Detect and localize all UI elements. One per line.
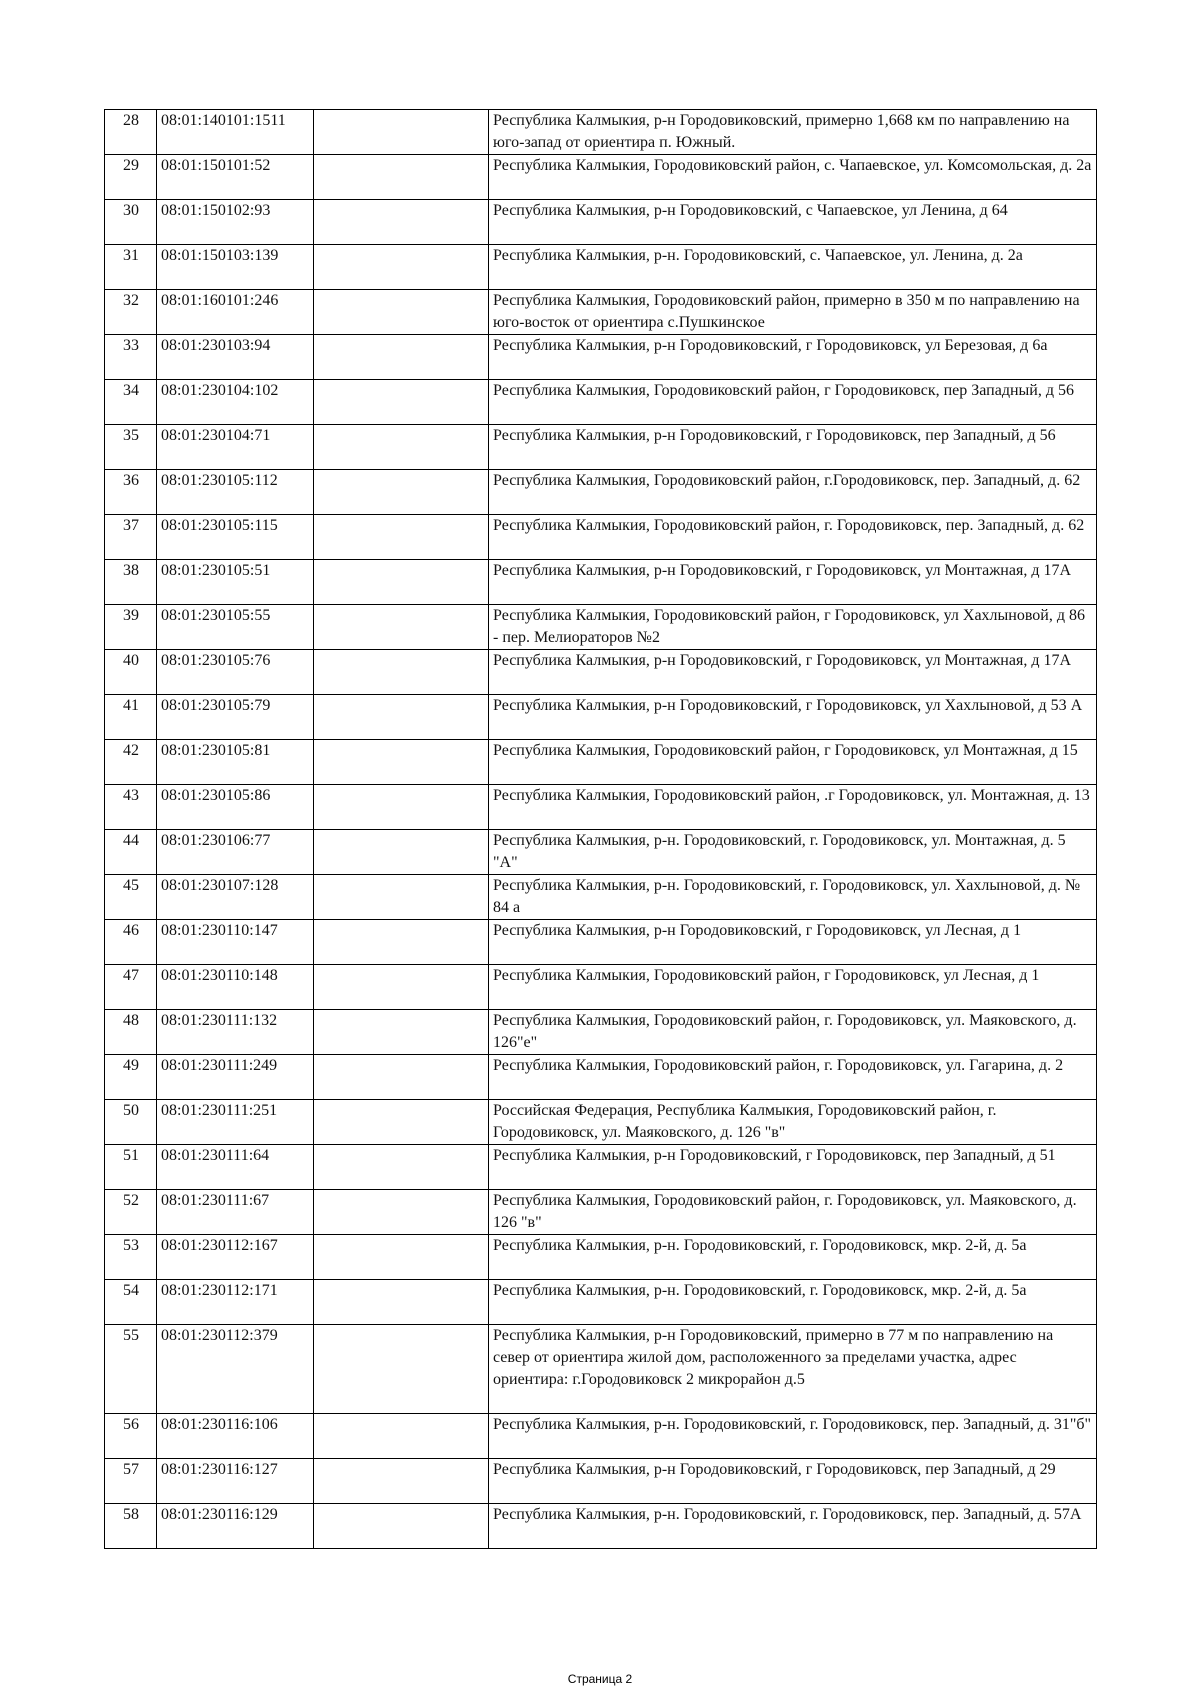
table-row xyxy=(105,650,1097,695)
row-number-cell: 50 xyxy=(105,1100,157,1145)
table-row xyxy=(105,425,1097,470)
empty-cell xyxy=(314,425,489,470)
address-cell: Республика Калмыкия, р-н Городовиковский, г Городовиковск, ул Березовая, д 6а xyxy=(489,335,1097,380)
row-number-cell: 36 xyxy=(105,470,157,515)
empty-cell xyxy=(314,1235,489,1280)
address-cell: Республика Калмыкия, Городовиковский район, г Городовиковск, ул Лесная, д 1 xyxy=(489,965,1097,1010)
row-number-cell: 34 xyxy=(105,380,157,425)
address-cell: Республика Калмыкия, р-н. Городовиковский, г. Городовиковск, пер. Западный, д. 31"б" xyxy=(489,1414,1097,1459)
row-number-cell: 40 xyxy=(105,650,157,695)
table-row xyxy=(105,1010,1097,1055)
table-row xyxy=(105,380,1097,425)
empty-cell xyxy=(314,1504,489,1549)
empty-cell xyxy=(314,1414,489,1459)
empty-cell xyxy=(314,1280,489,1325)
address-cell: Республика Калмыкия, р-н. Городовиковский, г. Городовиковск, пер. Западный, д. 57А xyxy=(489,1504,1097,1549)
address-cell: Республика Калмыкия, Городовиковский район, г Городовиковск, ул Монтажная, д 15 xyxy=(489,740,1097,785)
empty-cell xyxy=(314,920,489,965)
table-row xyxy=(105,1145,1097,1190)
table-row xyxy=(105,920,1097,965)
address-cell: Республика Калмыкия, р-н. Городовиковский, г. Городовиковск, мкр. 2-й, д. 5а xyxy=(489,1280,1097,1325)
cadastral-number-cell: 08:01:230105:112 xyxy=(157,470,314,515)
empty-cell xyxy=(314,290,489,335)
table-row xyxy=(105,470,1097,515)
cadastral-number-cell: 08:01:150102:93 xyxy=(157,200,314,245)
empty-cell xyxy=(314,245,489,290)
address-cell: Республика Калмыкия, р-н Городовиковский, примерно в 77 м по направлению на север от ориентира жилой дом, расположенного за пределами участка, адрес ориентира: г.Городовиковск 2 микрорайон д.5 xyxy=(489,1325,1097,1414)
row-number-cell: 29 xyxy=(105,155,157,200)
empty-cell xyxy=(314,1100,489,1145)
table-row xyxy=(105,785,1097,830)
table-body xyxy=(105,110,1097,1549)
row-number-cell: 42 xyxy=(105,740,157,785)
cadastral-number-cell: 08:01:230112:167 xyxy=(157,1235,314,1280)
table-row xyxy=(105,245,1097,290)
cadastral-number-cell: 08:01:230105:51 xyxy=(157,560,314,605)
address-cell: Республика Калмыкия, р-н Городовиковский, с Чапаевское, ул Ленина, д 64 xyxy=(489,200,1097,245)
empty-cell xyxy=(314,740,489,785)
row-number-cell: 30 xyxy=(105,200,157,245)
table-row xyxy=(105,695,1097,740)
row-number-cell: 31 xyxy=(105,245,157,290)
row-number-cell: 58 xyxy=(105,1504,157,1549)
empty-cell xyxy=(314,1459,489,1504)
address-cell: Республика Калмыкия, р-н Городовиковский, примерно 1,668 км по направлению на юго-запад от ориентира п. Южный. xyxy=(489,110,1097,155)
cadastral-number-cell: 08:01:230105:79 xyxy=(157,695,314,740)
cadastral-number-cell: 08:01:140101:1511 xyxy=(157,110,314,155)
address-cell: Республика Калмыкия, р-н. Городовиковский, с. Чапаевское, ул. Ленина, д. 2а xyxy=(489,245,1097,290)
cadastral-number-cell: 08:01:230104:71 xyxy=(157,425,314,470)
empty-cell xyxy=(314,1190,489,1235)
address-cell: Российская Федерация, Республика Калмыкия, Городовиковский район, г. Городовиковск, ул. Маяковского, д. 126 "в" xyxy=(489,1100,1097,1145)
row-number-cell: 38 xyxy=(105,560,157,605)
row-number-cell: 33 xyxy=(105,335,157,380)
row-number-cell: 48 xyxy=(105,1010,157,1055)
cadastral-number-cell: 08:01:230116:129 xyxy=(157,1504,314,1549)
row-number-cell: 51 xyxy=(105,1145,157,1190)
empty-cell xyxy=(314,875,489,920)
row-number-cell: 55 xyxy=(105,1325,157,1414)
cadastral-number-cell: 08:01:230105:115 xyxy=(157,515,314,560)
row-number-cell: 37 xyxy=(105,515,157,560)
row-number-cell: 53 xyxy=(105,1235,157,1280)
address-cell: Республика Калмыкия, р-н Городовиковский, г Городовиковск, пер Западный, д 51 xyxy=(489,1145,1097,1190)
table-row xyxy=(105,1190,1097,1235)
row-number-cell: 45 xyxy=(105,875,157,920)
cadastral-number-cell: 08:01:230105:55 xyxy=(157,605,314,650)
address-cell: Республика Калмыкия, р-н. Городовиковский, г. Городовиковск, ул. Монтажная, д. 5 "А" xyxy=(489,830,1097,875)
address-cell: Республика Калмыкия, Городовиковский район, г. Городовиковск, пер. Западный, д. 62 xyxy=(489,515,1097,560)
table-row xyxy=(105,290,1097,335)
cadastral-number-cell: 08:01:230104:102 xyxy=(157,380,314,425)
row-number-cell: 56 xyxy=(105,1414,157,1459)
cadastral-number-cell: 08:01:230112:171 xyxy=(157,1280,314,1325)
table-row xyxy=(105,1459,1097,1504)
row-number-cell: 52 xyxy=(105,1190,157,1235)
empty-cell xyxy=(314,560,489,605)
table-row xyxy=(105,515,1097,560)
address-cell: Республика Калмыкия, р-н Городовиковский, г Городовиковск, пер Западный, д 29 xyxy=(489,1459,1097,1504)
empty-cell xyxy=(314,200,489,245)
cadastral-number-cell: 08:01:150103:139 xyxy=(157,245,314,290)
empty-cell xyxy=(314,965,489,1010)
address-cell: Республика Калмыкия, Городовиковский район, г. Городовиковск, ул. Маяковского, д. 126 "в" xyxy=(489,1190,1097,1235)
empty-cell xyxy=(314,335,489,380)
table-row xyxy=(105,1235,1097,1280)
address-cell: Республика Калмыкия, р-н Городовиковский, г Городовиковск, ул Хахлыновой, д 53 А xyxy=(489,695,1097,740)
table-row xyxy=(105,965,1097,1010)
table-row xyxy=(105,1414,1097,1459)
cadastral-number-cell: 08:01:230116:127 xyxy=(157,1459,314,1504)
address-cell: Республика Калмыкия, Городовиковский район, г Городовиковск, ул Хахлыновой, д 86 - пер. Мелиораторов №2 xyxy=(489,605,1097,650)
row-number-cell: 44 xyxy=(105,830,157,875)
empty-cell xyxy=(314,470,489,515)
empty-cell xyxy=(314,110,489,155)
land-plot-table xyxy=(104,109,1097,1549)
table-row xyxy=(105,605,1097,650)
empty-cell xyxy=(314,1325,489,1414)
cadastral-number-cell: 08:01:230111:132 xyxy=(157,1010,314,1055)
cadastral-number-cell: 08:01:230105:81 xyxy=(157,740,314,785)
address-cell: Республика Калмыкия, Городовиковский район, г.Городовиковск, пер. Западный, д. 62 xyxy=(489,470,1097,515)
address-cell: Республика Калмыкия, Городовиковский район, г. Городовиковск, ул. Маяковского, д. 126"е" xyxy=(489,1010,1097,1055)
empty-cell xyxy=(314,1145,489,1190)
empty-cell xyxy=(314,1010,489,1055)
address-cell: Республика Калмыкия, р-н Городовиковский, г Городовиковск, ул Монтажная, д 17А xyxy=(489,650,1097,695)
table-row xyxy=(105,335,1097,380)
table-row xyxy=(105,1100,1097,1145)
row-number-cell: 49 xyxy=(105,1055,157,1100)
address-cell: Республика Калмыкия, Городовиковский район, примерно в 350 м по направлению на юго-восток от ориентира с.Пушкинское xyxy=(489,290,1097,335)
address-cell: Республика Калмыкия, Городовиковский район, г Городовиковск, пер Западный, д 56 xyxy=(489,380,1097,425)
cadastral-number-cell: 08:01:230116:106 xyxy=(157,1414,314,1459)
address-cell: Республика Калмыкия, Городовиковский район, .г Городовиковск, ул. Монтажная, д. 13 xyxy=(489,785,1097,830)
cadastral-number-cell: 08:01:230111:251 xyxy=(157,1100,314,1145)
table-row xyxy=(105,1325,1097,1414)
row-number-cell: 39 xyxy=(105,605,157,650)
page-number: Страница 2 xyxy=(567,1672,633,1686)
row-number-cell: 43 xyxy=(105,785,157,830)
cadastral-number-cell: 08:01:230110:147 xyxy=(157,920,314,965)
row-number-cell: 41 xyxy=(105,695,157,740)
table-row xyxy=(105,1504,1097,1549)
address-cell: Республика Калмыкия, Городовиковский район, г. Городовиковск, ул. Гагарина, д. 2 xyxy=(489,1055,1097,1100)
cadastral-number-cell: 08:01:230111:249 xyxy=(157,1055,314,1100)
table-row xyxy=(105,110,1097,155)
cadastral-number-cell: 08:01:150101:52 xyxy=(157,155,314,200)
row-number-cell: 57 xyxy=(105,1459,157,1504)
table-row xyxy=(105,155,1097,200)
row-number-cell: 28 xyxy=(105,110,157,155)
table-row xyxy=(105,875,1097,920)
empty-cell xyxy=(314,1055,489,1100)
table-row xyxy=(105,1280,1097,1325)
address-cell: Республика Калмыкия, р-н Городовиковский, г Городовиковск, ул Монтажная, д 17А xyxy=(489,560,1097,605)
empty-cell xyxy=(314,785,489,830)
row-number-cell: 46 xyxy=(105,920,157,965)
empty-cell xyxy=(314,605,489,650)
empty-cell xyxy=(314,515,489,560)
empty-cell xyxy=(314,380,489,425)
table-row xyxy=(105,1055,1097,1100)
empty-cell xyxy=(314,695,489,740)
table-row xyxy=(105,830,1097,875)
empty-cell xyxy=(314,650,489,695)
cadastral-number-cell: 08:01:230106:77 xyxy=(157,830,314,875)
cadastral-number-cell: 08:01:230105:86 xyxy=(157,785,314,830)
table-row xyxy=(105,560,1097,605)
address-cell: Республика Калмыкия, р-н Городовиковский, г Городовиковск, пер Западный, д 56 xyxy=(489,425,1097,470)
row-number-cell: 54 xyxy=(105,1280,157,1325)
cadastral-number-cell: 08:01:230111:64 xyxy=(157,1145,314,1190)
row-number-cell: 32 xyxy=(105,290,157,335)
empty-cell xyxy=(314,830,489,875)
table-row xyxy=(105,740,1097,785)
row-number-cell: 35 xyxy=(105,425,157,470)
cadastral-number-cell: 08:01:230110:148 xyxy=(157,965,314,1010)
address-cell: Республика Калмыкия, р-н. Городовиковский, г. Городовиковск, мкр. 2-й, д. 5а xyxy=(489,1235,1097,1280)
table-row xyxy=(105,200,1097,245)
cadastral-number-cell: 08:01:230111:67 xyxy=(157,1190,314,1235)
address-cell: Республика Калмыкия, Городовиковский район, с. Чапаевское, ул. Комсомольская, д. 2а xyxy=(489,155,1097,200)
cadastral-number-cell: 08:01:230103:94 xyxy=(157,335,314,380)
address-cell: Республика Калмыкия, р-н. Городовиковский, г. Городовиковск, ул. Хахлыновой, д. № 84 а xyxy=(489,875,1097,920)
row-number-cell: 47 xyxy=(105,965,157,1010)
cadastral-number-cell: 08:01:160101:246 xyxy=(157,290,314,335)
address-cell: Республика Калмыкия, р-н Городовиковский, г Городовиковск, ул Лесная, д 1 xyxy=(489,920,1097,965)
cadastral-number-cell: 08:01:230107:128 xyxy=(157,875,314,920)
cadastral-number-cell: 08:01:230105:76 xyxy=(157,650,314,695)
cadastral-number-cell: 08:01:230112:379 xyxy=(157,1325,314,1414)
empty-cell xyxy=(314,155,489,200)
